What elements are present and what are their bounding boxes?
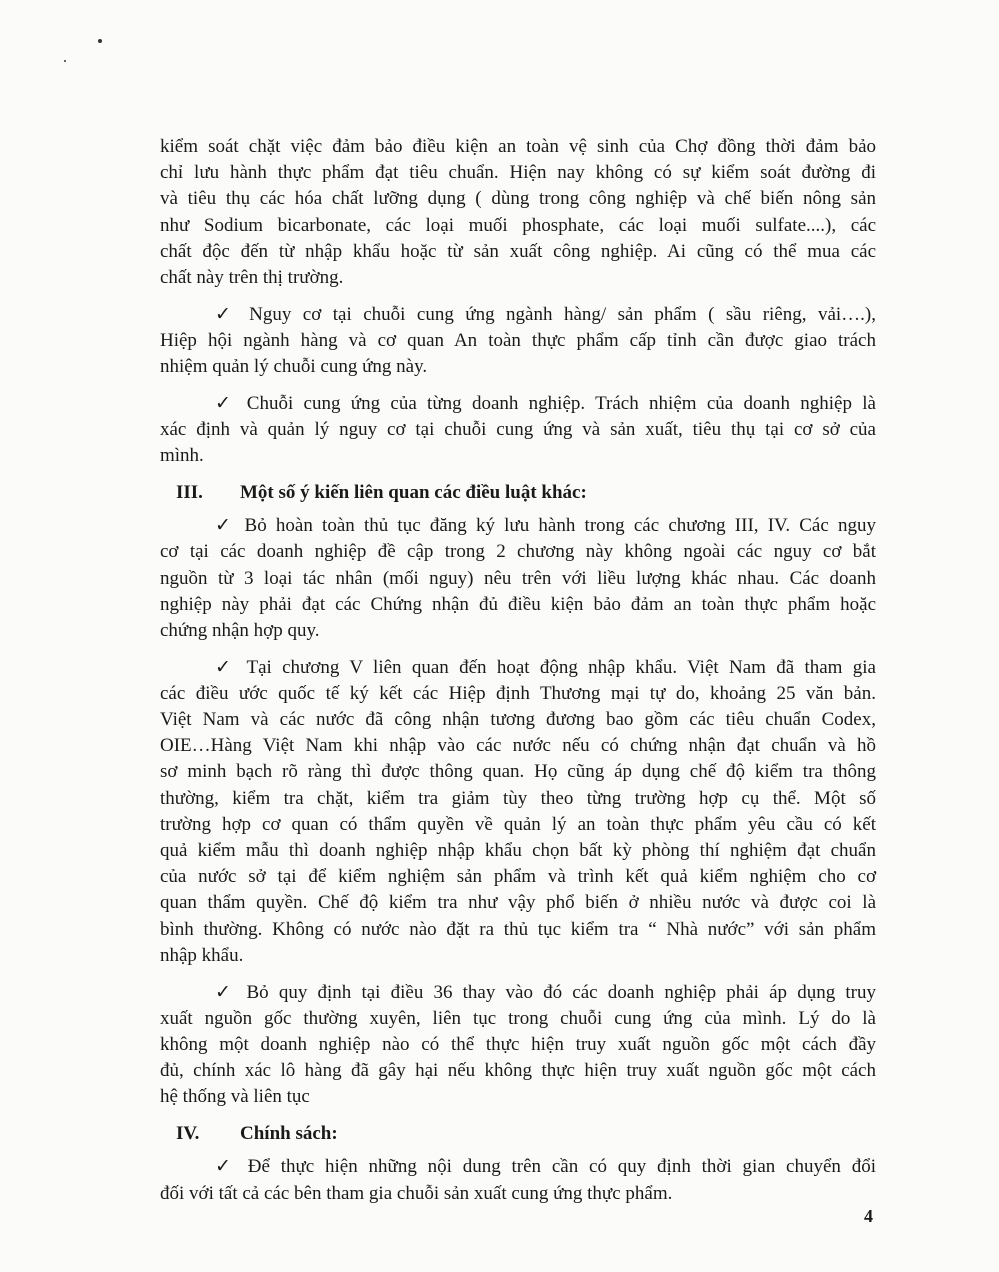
text-line: chứng nhận hợp quy.: [160, 619, 320, 641]
text-line: Việt Nam và các nước đã công nhận tương đương bao gồm các tiêu chuẩn Codex,: [160, 709, 876, 731]
text-line: đối với tất cả các bên tham gia chuỗi sản xuất cung ứng thực phẩm.: [160, 1182, 673, 1204]
text-line: chất độc đến từ nhập khẩu hoặc từ sản xuất công nghiệp. Ai cũng có thể mua các: [160, 240, 876, 262]
text-line: Hiệp hội ngành hàng và cơ quan An toàn thực phẩm cấp tỉnh cần được giao trách: [160, 329, 876, 351]
scan-speck: [98, 39, 102, 43]
text-line: các điều ước quốc tế ký kết các Hiệp định Thương mại tự do, khoảng 25 văn bản.: [160, 682, 876, 704]
section-number: III.: [176, 481, 203, 503]
text-line: chất này trên thị trường.: [160, 267, 344, 289]
text-line: bình thường. Không có nước nào đặt ra thủ tục kiểm tra “ Nhà nước” với sản phẩm: [160, 918, 876, 940]
text-line: và tiêu thụ các hóa chất lưỡng dụng ( dùng trong công nghiệp và chế biến nông sản: [160, 188, 876, 210]
text-line: quả kiểm mẫu thì doanh nghiệp nhập khẩu chọn bất kỳ phòng thí nghiệm đạt chuẩn: [160, 840, 876, 862]
text-line: nghiệp này phải đạt các Chứng nhận đủ điều kiện bảo đảm an toàn thực phẩm hoặc: [160, 593, 876, 615]
text-line: ✓ Chuỗi cung ứng của từng doanh nghiệp. Trách nhiệm của doanh nghiệp là: [215, 392, 876, 414]
text-line: quan thẩm quyền. Chế độ kiểm tra như vậy phổ biến ở nhiều nước và được coi là: [160, 892, 876, 914]
section-number: IV.: [176, 1123, 200, 1145]
scan-speck: [64, 60, 66, 62]
text-line: sơ minh bạch rõ ràng thì được thông quan. Họ cũng áp dụng chế độ kiểm tra thông: [160, 761, 876, 783]
text-line: trường hợp cơ quan có thẩm quyền về quản lý an toàn thực phẩm yêu cầu có kết: [160, 813, 876, 835]
paragraph: [160, 134, 876, 291]
paragraph: [160, 980, 876, 1111]
section-heading: [160, 1121, 876, 1147]
text-line: thường, kiểm tra chặt, kiểm tra giảm tùy theo từng trường hợp cụ thể. Một số: [160, 787, 876, 809]
text-line: OIE…Hàng Việt Nam khi nhập vào các nước nếu có chứng nhận đạt chuẩn và hồ: [160, 735, 876, 757]
text-line: cơ tại các doanh nghiệp đề cập trong 2 chương này không ngoài các nguy cơ bắt: [160, 541, 876, 563]
text-line: xuất nguồn gốc thường xuyên, liên tục trong chuỗi cung ứng của mình. Lý do là: [160, 1007, 876, 1029]
text-line: nguồn từ 3 loại tác nhân (mối nguy) nêu trên với liều lượng khác nhau. Các doanh: [160, 567, 876, 589]
page-number: 4: [864, 1206, 873, 1226]
paragraph: [160, 1154, 876, 1206]
text-line: ✓ Để thực hiện những nội dung trên cần có quy định thời gian chuyển đổi: [215, 1156, 876, 1178]
text-line: xác định và quản lý nguy cơ tại chuỗi cung ứng và sản xuất, tiêu thụ tại cơ sở của: [160, 419, 876, 441]
section-title: Một số ý kiến liên quan các điều luật khác:: [240, 481, 587, 503]
text-line: ✓ Bỏ hoàn toàn thủ tục đăng ký lưu hành trong các chương III, IV. Các nguy: [215, 515, 876, 537]
text-line: của nước sở tại để kiểm nghiệm sản phẩm và trình kết quả kiểm nghiệm cho cơ: [160, 866, 876, 888]
paragraph: [160, 391, 876, 470]
section-title: Chính sách:: [240, 1123, 338, 1145]
text-line: nhập khẩu.: [160, 944, 244, 966]
text-line: như Sodium bicarbonate, các loại muối phosphate, các loại muối sulfate....), các: [160, 214, 876, 236]
paragraph: [160, 302, 876, 381]
document-body: [160, 134, 876, 1217]
text-line: ✓ Nguy cơ tại chuỗi cung ứng ngành hàng/ sản phẩm ( sầu riêng, vải….),: [215, 303, 876, 325]
text-line: ✓ Bỏ quy định tại điều 36 thay vào đó các doanh nghiệp phải áp dụng truy: [215, 981, 876, 1003]
text-line: ✓ Tại chương V liên quan đến hoạt động nhập khẩu. Việt Nam đã tham gia: [215, 656, 876, 678]
text-line: nhiệm quản lý chuỗi cung ứng này.: [160, 356, 428, 378]
text-line: không một doanh nghiệp nào có thể thực hiện truy xuất nguồn gốc một cách đầy: [160, 1034, 876, 1055]
paragraph: [160, 655, 876, 969]
section-heading: [160, 480, 876, 506]
paragraph: [160, 513, 876, 644]
text-line: kiểm soát chặt việc đảm bảo điều kiện an toàn vệ sinh của Chợ đồng thời đảm bảo: [160, 136, 876, 157]
text-line: hệ thống và liên tục: [160, 1086, 310, 1108]
text-line: đủ, chính xác lô hàng đã gây hại nếu không thực hiện truy xuất nguồn gốc một cách: [160, 1060, 876, 1082]
text-line: chỉ lưu hành thực phẩm đạt tiêu chuẩn. Hiện nay không có sự kiểm soát đường đi: [160, 162, 876, 184]
text-line: mình.: [160, 445, 204, 467]
